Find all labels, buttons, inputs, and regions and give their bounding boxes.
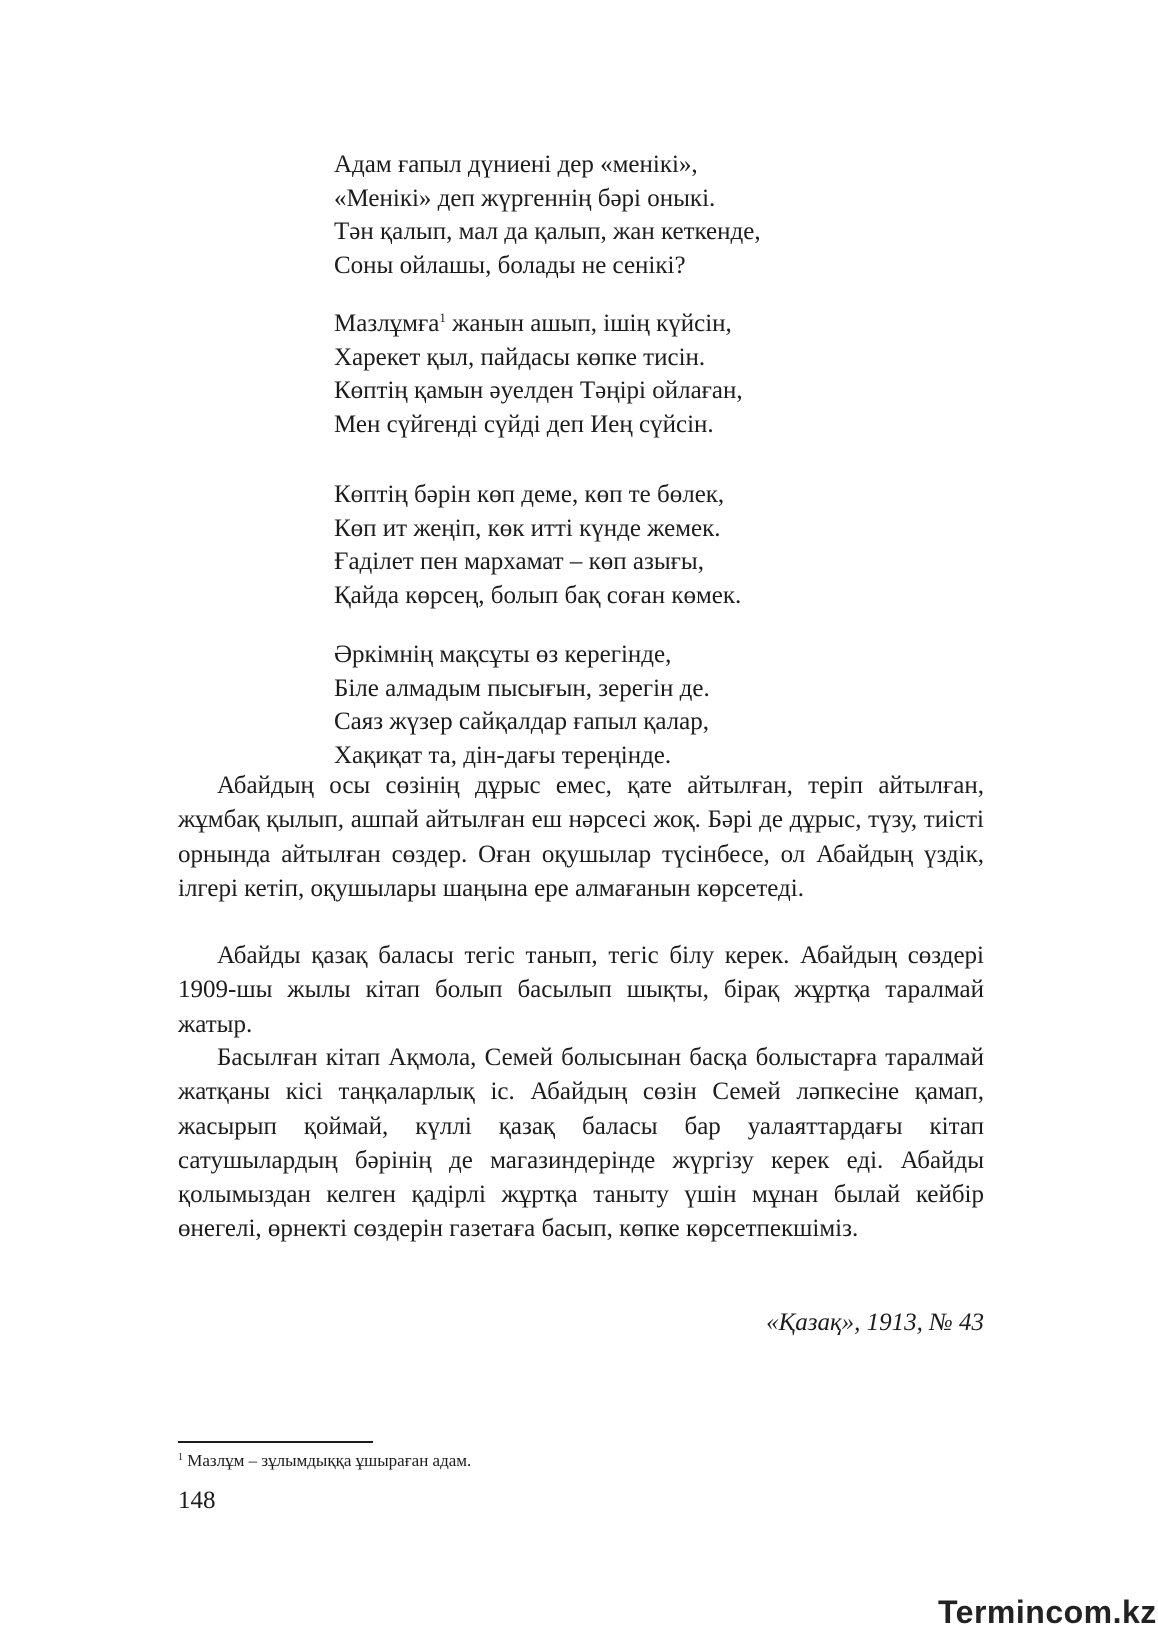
prose-paragraph: Абайдың осы сөзінің дұрыс емес, қате айтылған, теріп айтылған, жұмбақ қылып, ашпай айтылған еш нәрсесі жоқ. Бәрі де дұрыс, түзу, тиісті орнында айтылған сөздер. Оған оқушылар түсінбесе, ол Абайдың үздік, ілгері кетіп, оқушылары шаңына ере алмағанын көрсетеді. — [178, 772, 984, 902]
poem-stanza-4 — [334, 638, 710, 772]
page-number: 148 — [178, 1487, 216, 1514]
poem-line: Қайда көрсең, болып бақ соған көмек. — [334, 581, 742, 609]
poem-line: Көп ит жеңіп, көк итті күнде жемек. — [334, 514, 721, 542]
poem-line: Көптің бәрін көп деме, көп те бөлек, — [334, 481, 725, 508]
poem-word-mazlum: Мазлұмға — [334, 310, 440, 337]
prose-paragraph: Абайды қазақ баласы тегіс танып, тегіс білу керек. Абайдың сөздері 1909-шы жылы кітап болып басылып шықты, бірақ жұртқа таралмай жатыр. — [178, 942, 984, 1038]
poem-stanza-1 — [334, 148, 761, 282]
poem-line: Ғаділет пен мархамат – көп азығы, — [334, 548, 704, 575]
footnote-divider — [178, 1441, 373, 1443]
poem-line — [334, 307, 743, 341]
source-citation: «Қазақ», 1913, № 43 — [766, 1309, 984, 1336]
footnote-text: Мазлұм – зұлымдыққа ұшыраған адам. — [187, 1451, 472, 1470]
poem-line: Тән қалып, мал да қалып, жан кеткенде, — [334, 218, 761, 245]
poem-stanza-3 — [334, 478, 741, 612]
poem-line: Соны ойлашы, болады не сенікі? — [334, 251, 686, 279]
poem-line: «Менікі» деп жүргеннің бәрі оныкі. — [334, 184, 716, 212]
poem-line: Біле алмадым пысығын, зерегін де. — [334, 674, 710, 702]
footnote-marker: 1 — [178, 1452, 183, 1463]
poem-line: Көптің қамын әуелден Тәңірі ойлаған, — [334, 377, 743, 404]
prose-paragraph: Басылған кітап Ақмола, Семей болысынан басқа болыстарға таралмай жатқаны кісі таңқаларлық іс. Абайдың сөзін Семей ләпкесіне қамап, жасырып қоймай, күллі қазақ баласы бар уалаяттардағы кітап сатушылардың бәрінің де магазиндерінде жүргізу керек еді. Абайды қолымыздан келген қадірлі жұртқа таныту үшін мұнан былай кейбір өнегелі, өрнекті сөздерін газетаға басып, көпке көрсетпекшіміз. — [178, 1044, 984, 1243]
watermark-logo: Termincom.kz — [938, 1594, 1157, 1630]
poem-line: Әркімнің мақсұты өз керегінде, — [334, 641, 672, 668]
poem-line: Саяз жүзер сайқалдар ғапыл қалар, — [334, 708, 709, 735]
poem-stanza-2 — [334, 307, 743, 441]
poem-line: Мен сүйгенді сүйді деп Иең сүйсін. — [334, 410, 714, 438]
poem-line: Харекет қыл, пайдасы көпке тисін. — [334, 343, 706, 371]
poem-line: Адам ғапыл дүниені дер «менікі», — [334, 151, 698, 178]
poem-line: Хақиқат та, дін-дағы тереңінде. — [334, 741, 672, 769]
footnote-reference: 1 — [439, 310, 446, 325]
footnote — [178, 1451, 471, 1471]
poem-line-rest: жанын ашып, ішің күйсін, — [452, 310, 732, 337]
